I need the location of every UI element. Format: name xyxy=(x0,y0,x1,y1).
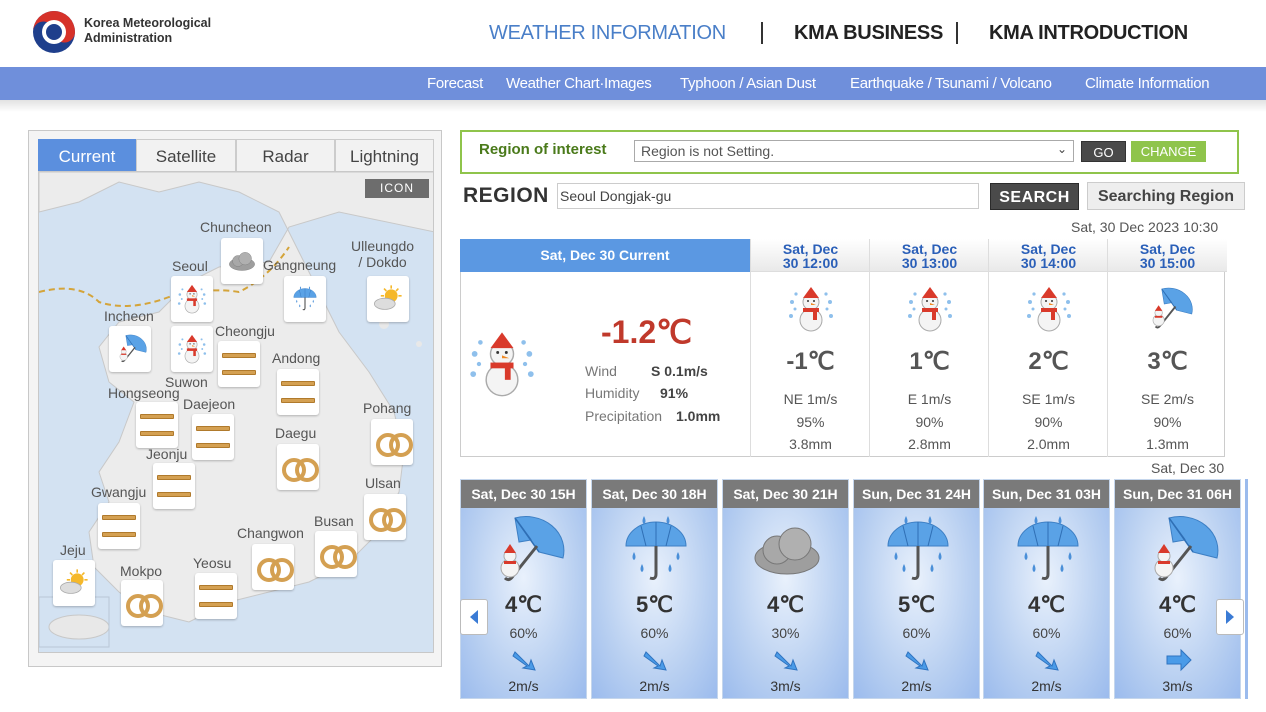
hourly-humidity: 90% xyxy=(915,414,944,430)
yellow-dust-icon xyxy=(369,508,401,526)
forecast-precip-probability: 60% xyxy=(1032,625,1061,641)
wind-label: Wind xyxy=(585,363,617,379)
forecast-temperature: 4℃ xyxy=(505,592,542,617)
map-icon-ulleungdo[interactable] xyxy=(367,276,409,322)
rain-umbrella-icon xyxy=(878,512,958,588)
forecast-time: Sun, Dec 31 06H xyxy=(1115,480,1240,508)
hourly-precipitation: 2.8mm xyxy=(908,436,951,452)
kma-emblem-icon xyxy=(32,10,76,54)
haze-icon xyxy=(196,426,230,448)
hourly-wind: SE 1m/s xyxy=(1022,391,1075,407)
city-label-ulsan[interactable]: Ulsan xyxy=(365,475,401,491)
city-label-incheon[interactable]: Incheon xyxy=(104,308,154,324)
city-label-mokpo[interactable]: Mokpo xyxy=(120,563,163,579)
yellow-dust-icon xyxy=(282,458,314,476)
snowman-icon xyxy=(466,328,538,400)
hourly-date: Sat, Dec xyxy=(1020,241,1077,257)
forecast-temperature: 5℃ xyxy=(898,592,935,617)
subnav-typhoon-asian-dust[interactable]: Typhoon / Asian Dust xyxy=(680,75,816,92)
forecast-precip-probability: 30% xyxy=(771,625,800,641)
forecast-temperature: 5℃ xyxy=(636,592,673,617)
hourly-column xyxy=(750,239,869,457)
hourly-date: Sat, Dec xyxy=(782,241,839,257)
city-label-cheongju[interactable]: Cheongju xyxy=(215,323,275,339)
city-label-jeju[interactable]: Jeju xyxy=(60,542,86,558)
rain-umbrella-icon xyxy=(1008,512,1088,588)
forecast-time: Sat, Dec 30 15H xyxy=(461,480,586,508)
subnav-forecast[interactable]: Forecast xyxy=(427,75,483,92)
hourly-wind: SE 2m/s xyxy=(1141,391,1194,407)
forecast-temperature: 4℃ xyxy=(1159,592,1196,617)
se-arrow-icon xyxy=(904,648,932,672)
map-icon-hongseong[interactable] xyxy=(136,402,178,448)
subnav-weather-chart-images[interactable]: Weather Chart·Images xyxy=(506,75,652,92)
region-search-input[interactable]: Seoul Dongjak-gu xyxy=(557,183,979,209)
region-title: REGION xyxy=(463,184,549,207)
city-label-yeosu[interactable]: Yeosu xyxy=(193,555,232,571)
map-icon-daejeon[interactable] xyxy=(192,414,234,460)
forecast-card[interactable] xyxy=(591,479,718,699)
forecast-precip-probability: 60% xyxy=(509,625,538,641)
hourly-date: Sat, Dec xyxy=(1139,241,1196,257)
hourly-time: 30 14:00 xyxy=(1020,255,1077,271)
hourly-time: 30 12:00 xyxy=(782,255,839,271)
map-icon-gwangju[interactable] xyxy=(98,503,140,549)
haze-icon xyxy=(199,585,233,607)
map-icon-andong[interactable] xyxy=(277,369,319,415)
nav-kma-business[interactable]: KMA BUSINESS xyxy=(794,22,944,44)
forecast-precip-probability: 60% xyxy=(1163,625,1192,641)
current-temperature: -1.2℃ xyxy=(601,314,693,350)
se-arrow-icon xyxy=(511,648,539,672)
map-icon-jeju[interactable] xyxy=(53,560,95,606)
forecast-time: Sat, Dec 30 21H xyxy=(723,480,848,508)
sun-cloud-icon xyxy=(58,567,90,599)
go-button[interactable]: GO xyxy=(1081,141,1126,162)
nav-kma-introduction[interactable]: KMA INTRODUCTION xyxy=(989,22,1188,44)
map-icon-pohang[interactable] xyxy=(371,419,413,465)
region-of-interest-select[interactable] xyxy=(634,140,1074,162)
current-weather-header: Sat, Dec 30 Current xyxy=(460,239,750,272)
forecast-wind-speed: 3m/s xyxy=(1162,678,1193,694)
map-icon-ulsan[interactable] xyxy=(364,494,406,540)
forecast-time: Sat, Dec 30 18H xyxy=(592,480,717,508)
city-label-suwon[interactable]: Suwon xyxy=(165,374,208,390)
search-button[interactable]: SEARCH xyxy=(990,183,1079,210)
city-label-daegu[interactable]: Daegu xyxy=(275,425,317,441)
chevron-down-icon: ⌄ xyxy=(1056,142,1067,156)
snowman-umbrella-icon xyxy=(113,333,147,365)
hourly-header xyxy=(1108,239,1227,272)
wind-value: S 0.1m/s xyxy=(651,363,708,379)
map-icon-busan[interactable] xyxy=(315,531,357,577)
subnav-shadow xyxy=(0,100,1266,112)
map-icon-chuncheon[interactable] xyxy=(221,238,263,284)
hourly-temperature: -1℃ xyxy=(786,348,835,375)
forecast-wind-speed: 2m/s xyxy=(1031,678,1062,694)
forecast-card[interactable] xyxy=(853,479,980,699)
hourly-wind: NE 1m/s xyxy=(783,391,838,407)
forecast-precip-probability: 60% xyxy=(640,625,669,641)
yellow-dust-icon xyxy=(376,433,408,451)
city-label-hongseong[interactable]: Hongseong xyxy=(108,385,180,401)
city-label-jeonju[interactable]: Jeonju xyxy=(146,446,188,462)
hourly-column xyxy=(869,239,988,457)
nav-separator xyxy=(761,22,763,44)
yellow-dust-icon xyxy=(126,594,158,612)
snowman-icon xyxy=(176,333,208,365)
city-label-seoul[interactable]: Seoul xyxy=(172,258,208,274)
tab-radar[interactable]: Radar xyxy=(236,139,335,172)
tab-lightning[interactable]: Lightning xyxy=(335,139,434,172)
change-button[interactable]: CHANGE xyxy=(1131,141,1206,162)
hourly-precipitation: 2.0mm xyxy=(1027,436,1070,452)
forecast-wind-speed: 3m/s xyxy=(770,678,801,694)
sun-cloud-icon xyxy=(372,283,404,315)
chevron-right-icon xyxy=(1224,609,1236,625)
nav-separator xyxy=(956,22,958,44)
forecast-precip-probability: 60% xyxy=(902,625,931,641)
hourly-temperature: 3℃ xyxy=(1147,348,1188,375)
map-icon-mokpo[interactable] xyxy=(121,580,163,626)
current-timestamp: Sat, 30 Dec 2023 10:30 xyxy=(1071,219,1219,235)
forecast-card[interactable] xyxy=(1114,479,1241,699)
hourly-time: 30 15:00 xyxy=(1139,255,1196,271)
hourly-temperature: 1℃ xyxy=(909,348,950,375)
forecast-wind-speed: 2m/s xyxy=(901,678,932,694)
se-arrow-icon xyxy=(773,648,801,672)
hourly-humidity: 90% xyxy=(1034,414,1063,430)
forecast-date-label: Sat, Dec 30 xyxy=(1151,460,1225,476)
city-label-changwon[interactable]: Changwon xyxy=(237,525,304,541)
hourly-humidity: 90% xyxy=(1153,414,1182,430)
tab-satellite[interactable]: Satellite xyxy=(136,139,236,172)
snowman-icon xyxy=(905,284,955,334)
forecast-temperature: 4℃ xyxy=(767,592,804,617)
hourly-header xyxy=(870,239,989,272)
subnav-climate-information[interactable]: Climate Information xyxy=(1085,75,1210,92)
e-arrow-icon xyxy=(1165,648,1193,672)
snowman-icon xyxy=(786,284,836,334)
map-icon-cheongju[interactable] xyxy=(218,341,260,387)
map-icon-seoul[interactable] xyxy=(171,276,213,322)
forecast-card[interactable] xyxy=(983,479,1110,699)
haze-icon xyxy=(222,353,256,375)
hourly-header xyxy=(751,239,870,272)
snowman-icon xyxy=(176,283,208,315)
city-label-busan[interactable]: Busan xyxy=(314,513,354,529)
map-icon-changwon[interactable] xyxy=(252,544,294,590)
city-label-daejeon[interactable]: Daejeon xyxy=(183,396,236,412)
cloudy-icon xyxy=(747,512,827,588)
chevron-left-icon xyxy=(468,609,480,625)
forecast-prev-button[interactable] xyxy=(460,599,488,635)
snowman-icon xyxy=(1024,284,1074,334)
hourly-humidity: 95% xyxy=(796,414,825,430)
precipitation-label: Precipitation xyxy=(585,408,663,424)
hourly-date: Sat, Dec xyxy=(901,241,958,257)
map-icon-suwon[interactable] xyxy=(171,326,213,372)
map-icon-incheon[interactable] xyxy=(109,326,151,372)
nav-weather-information[interactable]: WEATHER INFORMATION xyxy=(489,22,726,44)
forecast-card[interactable] xyxy=(460,479,587,699)
haze-icon xyxy=(281,381,315,403)
forecast-temperature: 4℃ xyxy=(1028,592,1065,617)
hourly-precipitation: 3.8mm xyxy=(789,436,832,452)
hourly-header xyxy=(989,239,1108,272)
hourly-temperature: 2℃ xyxy=(1028,348,1069,375)
org-name-line1: Korea Meteorological xyxy=(84,16,212,30)
searching-region-button[interactable]: Searching Region xyxy=(1087,182,1245,210)
map-icon-jeonju[interactable] xyxy=(153,463,195,509)
map-icon-daegu[interactable] xyxy=(277,444,319,490)
forecast-card[interactable] xyxy=(722,479,849,699)
se-arrow-icon xyxy=(642,648,670,672)
cloudy-icon xyxy=(225,246,259,276)
map-icon-yeosu[interactable] xyxy=(195,573,237,619)
map-icon-gangneung[interactable] xyxy=(284,276,326,322)
region-of-interest-label: Region of interest xyxy=(479,141,607,158)
city-label-pohang[interactable]: Pohang xyxy=(363,400,412,416)
kma-logo[interactable] xyxy=(32,10,222,54)
city-label-ulleungdo-dokdo[interactable]: Ulleungdo / Dokdo xyxy=(351,238,415,270)
yellow-dust-icon xyxy=(320,545,352,563)
forecast-next-button[interactable] xyxy=(1216,599,1244,635)
precipitation-value: 1.0mm xyxy=(676,408,721,424)
humidity-label: Humidity xyxy=(585,385,640,401)
region-select-value: Region is not Setting. xyxy=(641,143,775,159)
haze-icon xyxy=(102,515,136,537)
se-arrow-icon xyxy=(1034,648,1062,672)
forecast-wind-speed: 2m/s xyxy=(508,678,539,694)
forecast-time: Sun, Dec 31 03H xyxy=(984,480,1109,508)
haze-icon xyxy=(140,414,174,436)
hourly-column xyxy=(988,239,1107,457)
rain-umbrella-icon xyxy=(290,284,320,314)
forecast-wind-speed: 2m/s xyxy=(639,678,670,694)
city-label-andong[interactable]: Andong xyxy=(272,350,321,366)
rain-umbrella-icon xyxy=(616,512,696,588)
haze-icon xyxy=(157,475,191,497)
hourly-column xyxy=(1107,239,1226,457)
forecast-time: Sun, Dec 31 24H xyxy=(854,480,979,508)
snowman-umbrella-icon xyxy=(485,512,565,588)
next-card-edge xyxy=(1245,479,1248,699)
snowman-umbrella-icon xyxy=(1139,512,1219,588)
hourly-time: 30 13:00 xyxy=(901,255,958,271)
humidity-value: 91% xyxy=(660,385,689,401)
city-label-gwangju[interactable]: Gwangju xyxy=(91,484,147,500)
city-label-gangneung[interactable]: Gangneung xyxy=(263,257,337,273)
city-label-chuncheon[interactable]: Chuncheon xyxy=(200,219,272,235)
subnav-earthquake-tsunami-volcano[interactable]: Earthquake / Tsunami / Volcano xyxy=(850,75,1052,92)
hourly-precipitation: 1.3mm xyxy=(1146,436,1189,452)
icon-toggle-button[interactable]: ICON xyxy=(365,179,429,198)
org-name-line2: Administration xyxy=(84,31,173,45)
sub-navigation-bar xyxy=(0,67,1266,100)
tab-current[interactable]: Current xyxy=(38,139,136,172)
yellow-dust-icon xyxy=(257,558,289,576)
snowman-umbrella-icon xyxy=(1143,284,1193,334)
hourly-wind: E 1m/s xyxy=(907,391,952,407)
